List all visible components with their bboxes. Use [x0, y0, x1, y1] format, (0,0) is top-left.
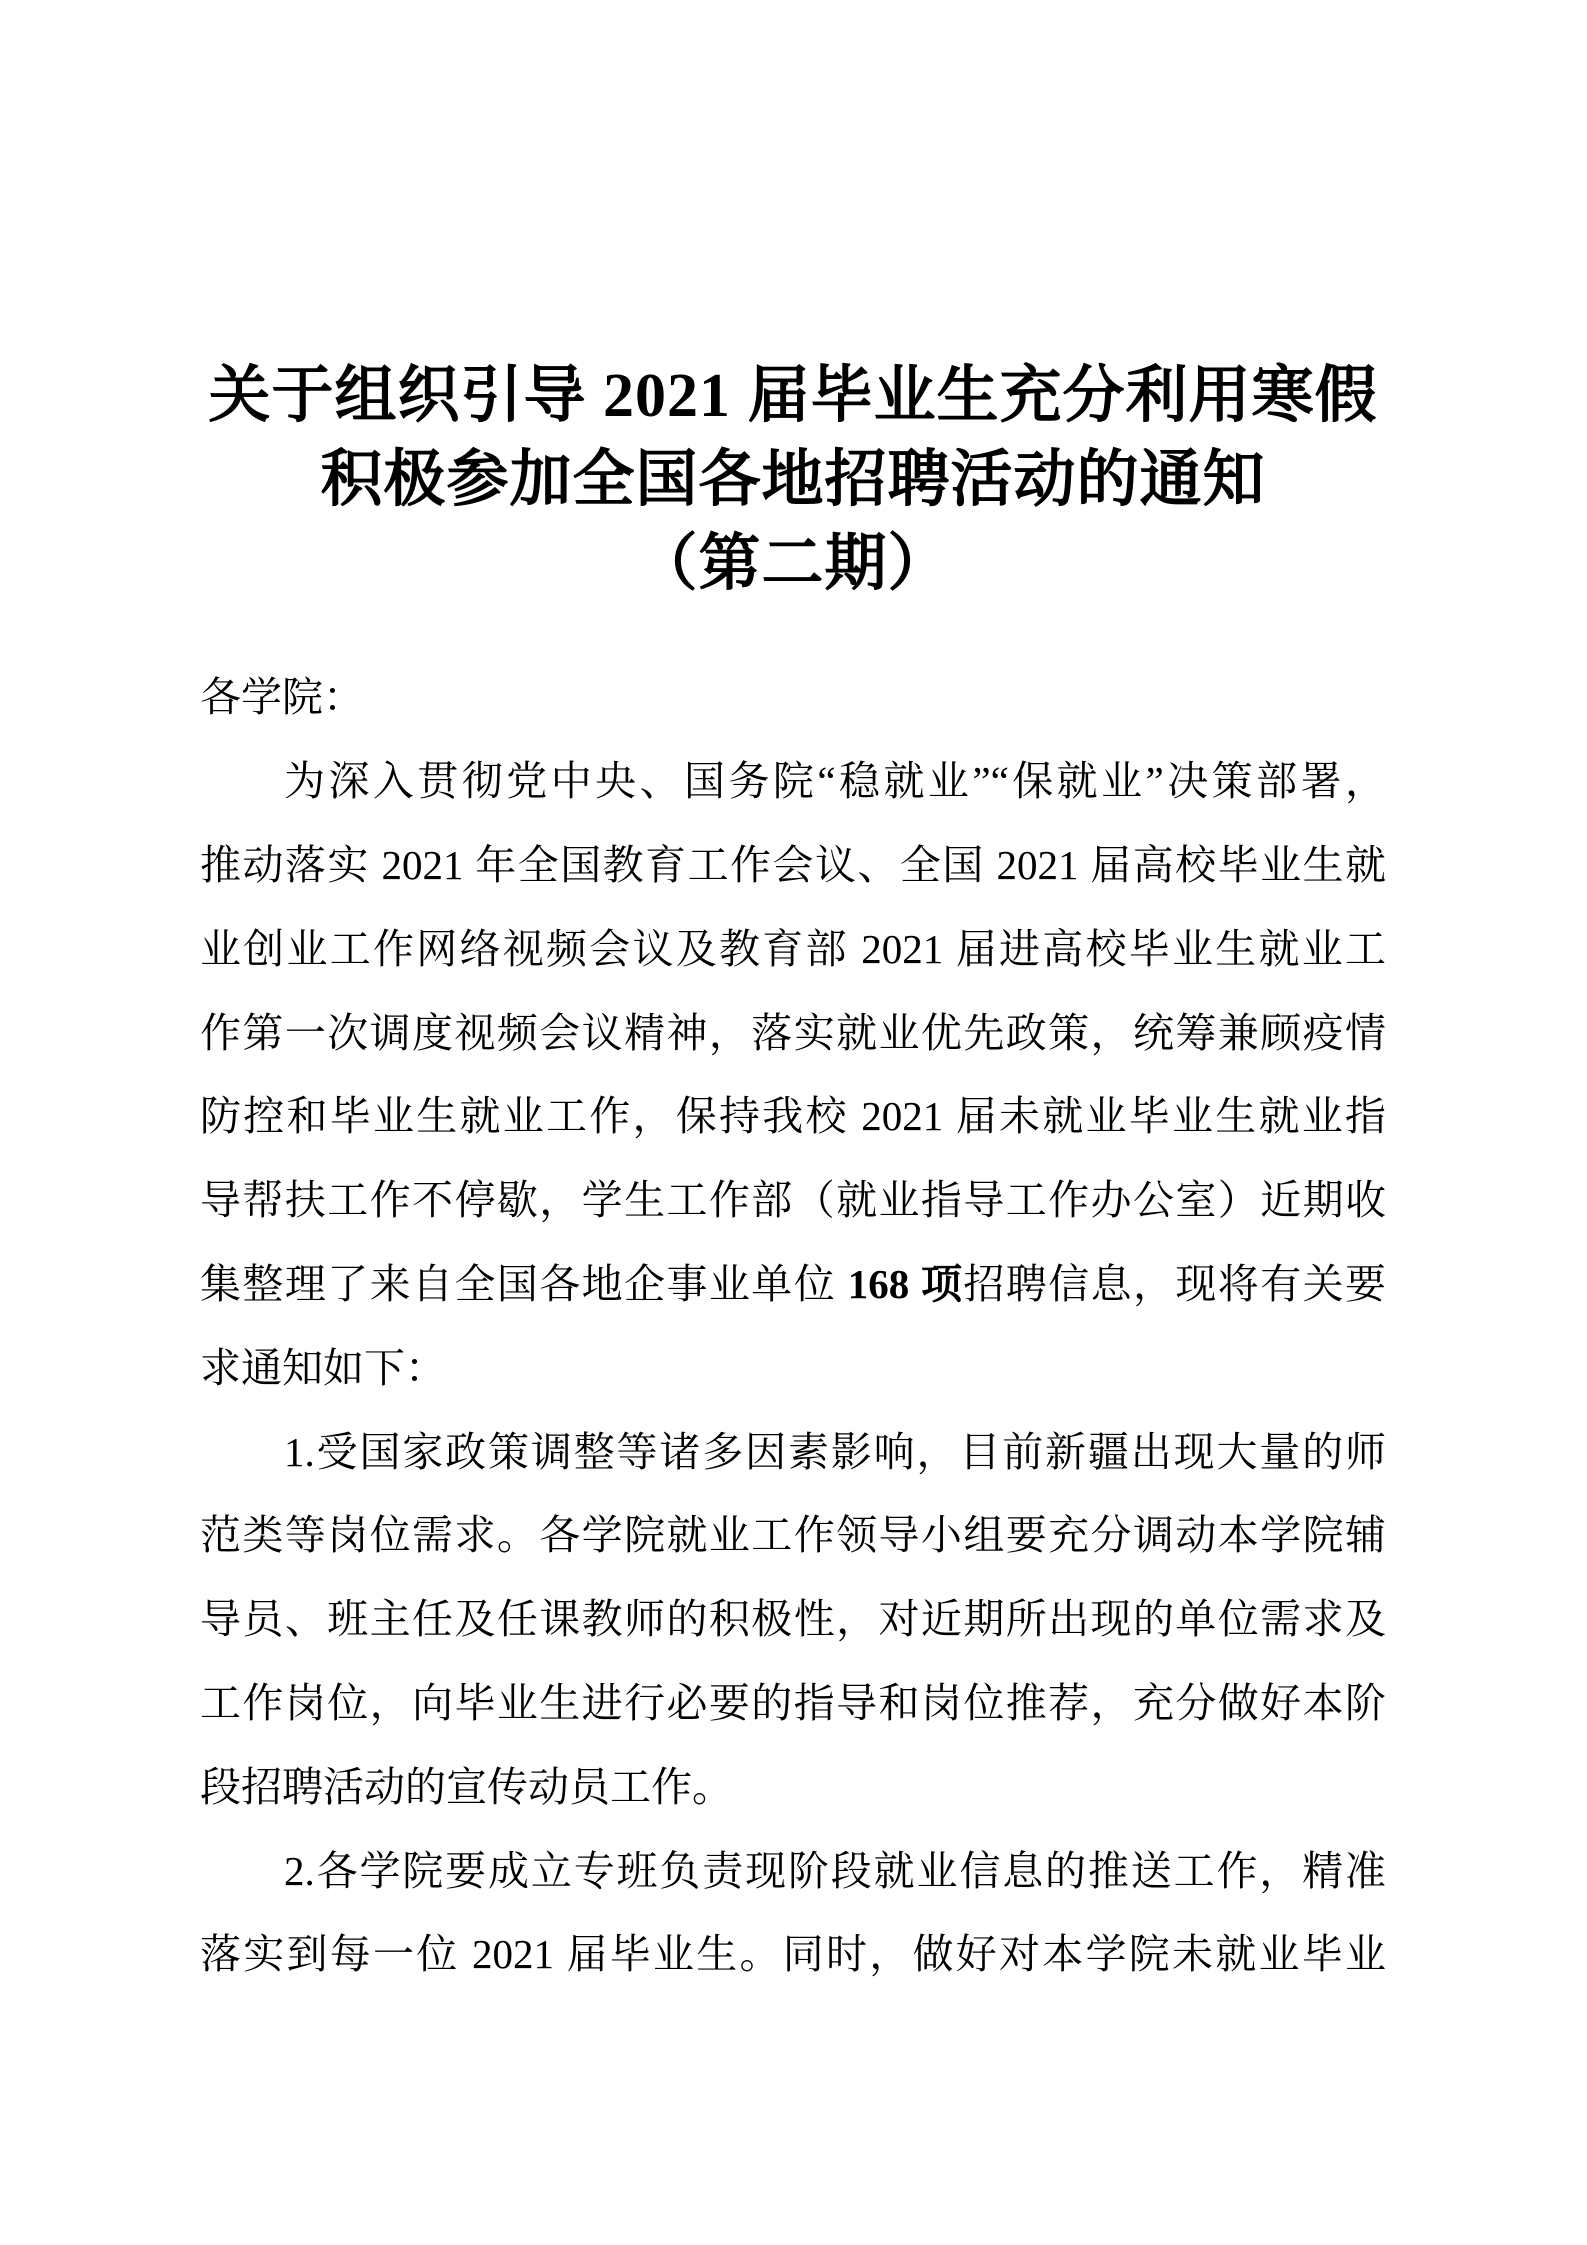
paragraph1-line: 推动落实 2021 年全国教育工作会议、全国 2021 届高校毕业生就	[200, 841, 1386, 888]
paragraph3-line: 2.各学院要成立专班负责现阶段就业信息的推送工作，精准	[284, 1847, 1386, 1894]
paragraph1-line: 求通知如下：	[200, 1344, 446, 1391]
paragraph2-line: 1.受国家政策调整等诸多因素影响，目前新疆出现大量的师	[284, 1428, 1386, 1475]
paragraph1-line: 作第一次调度视频会议精神，落实就业优先政策，统筹兼顾疫情	[200, 1009, 1386, 1056]
document-content	[200, 355, 1386, 1997]
document-body	[200, 656, 1386, 1997]
paragraph1-line7-pre: 集整理了来自全国各地企事业单位	[200, 1260, 848, 1307]
paragraph2-line: 范类等岗位需求。各学院就业工作领导小组要充分调动本学院辅	[200, 1512, 1386, 1559]
paragraph2-line: 工作岗位，向毕业生进行必要的指导和岗位推荐，充分做好本阶	[200, 1679, 1386, 1726]
paragraph1-line: 导帮扶工作不停歇，学生工作部（就业指导工作办公室）近期收	[200, 1177, 1386, 1224]
paragraph1-line7-post: 招聘信息，现将有关要	[963, 1260, 1387, 1307]
recruitment-count: 168 项	[847, 1260, 964, 1307]
paragraph2-line: 段招聘活动的宣传动员工作。	[200, 1763, 733, 1810]
paragraph1-line-with-count	[200, 1243, 1386, 1327]
paragraph3-line: 落实到每一位 2021 届毕业生。同时，做好对本学院未就业毕业	[200, 1931, 1386, 1978]
salutation: 各学院：	[200, 674, 364, 721]
title-line-3: （第二期）	[635, 529, 951, 598]
title-line-2: 积极参加全国各地招聘活动的通知	[320, 445, 1266, 514]
paragraph1-line: 为深入贯彻党中央、国务院“稳就业”“保就业”决策部署，	[284, 758, 1386, 805]
title-line-1: 关于组织引导 2021 届毕业生充分利用寒假	[208, 362, 1378, 430]
document-title	[200, 355, 1386, 606]
paragraph1-line: 业创业工作网络视频会议及教育部 2021 届进高校毕业生就业工	[200, 925, 1386, 972]
paragraph2-line: 导员、班主任及任课教师的积极性，对近期所出现的单位需求及	[200, 1596, 1386, 1643]
paragraph1-line: 防控和毕业生就业工作，保持我校 2021 届未就业毕业生就业指	[200, 1093, 1386, 1140]
